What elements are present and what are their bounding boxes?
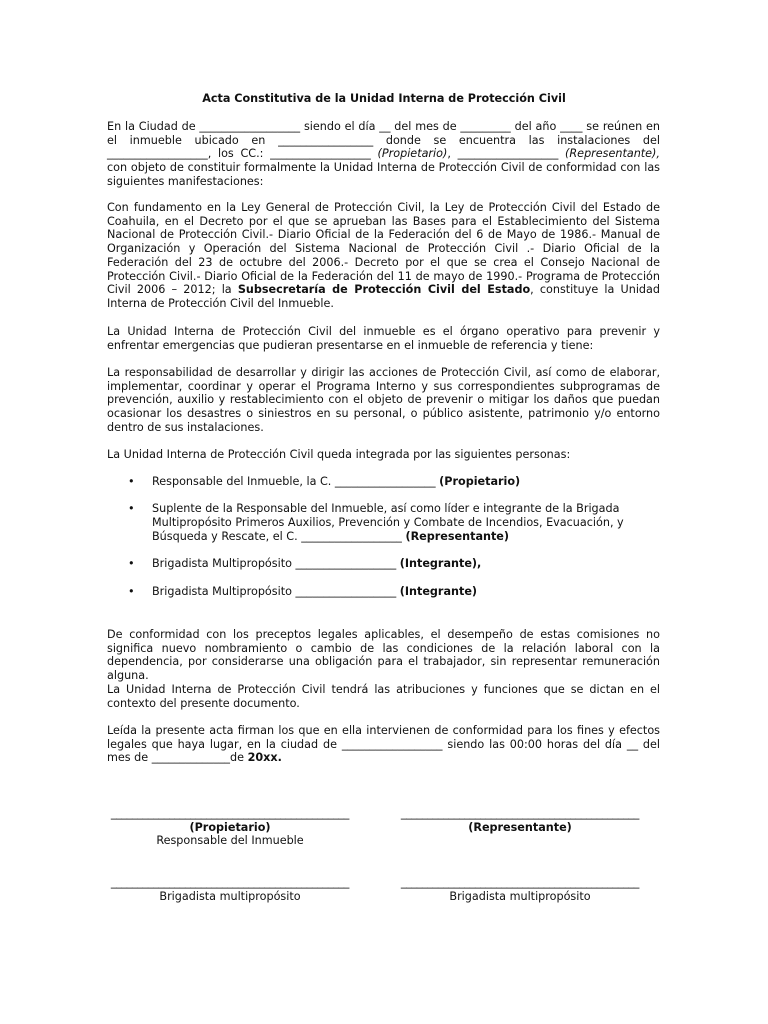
fundamento-paragraph xyxy=(107,201,660,311)
bullet-icon: • xyxy=(128,584,135,598)
members-list xyxy=(107,475,660,598)
signature-description: Brigadista multipropósito xyxy=(449,889,591,903)
cierre-year: 20xx. xyxy=(247,751,282,765)
fundamento-text: Con fundamento en la Ley General de Protección Civil, la Ley de Protección Civil del Estado de Coahuila, en el Decreto por el que se aprueban las Bases para el Establecimiento del Sistema Nacional de Protección Civil.- Diario Oficial de la Federación del 6 de Mayo de 1986.- Manual de Organización y Operación del Sistema Nacional de Protección Civil .- Diario Oficial de la Federación del 23 de octubre del 2006.- Decreto por el que se crea el Consejo Nacional de Protección Civil.- Diario Oficial de la Federación del 11 de mayo de 1990.- Programa de Protección Civil 2006 – 2012; la xyxy=(107,201,660,297)
bullet-icon: • xyxy=(128,557,135,571)
cierre-text: Leída la presente acta firman los que en ella intervienen de conformidad para los fines y efectos legales que haya lugar, en la ciudad de __________________ siendo las 00:00 horas del día __ del mes de ______________de xyxy=(107,724,660,765)
signature-line: _____________________________________________ xyxy=(400,876,640,889)
representante-label: (Representante), xyxy=(565,147,660,161)
intro-text-2: con objeto de constituir formalmente la Unidad Interna de Protección Civil de conformidad con las siguientes manifestaciones: xyxy=(107,161,660,188)
signature-role: (Representante) xyxy=(468,820,572,834)
bullet-icon: • xyxy=(128,475,135,488)
signature-description: Brigadista multipropósito xyxy=(159,889,301,903)
cierre-paragraph xyxy=(107,724,660,765)
signature-description: Responsable del Inmueble xyxy=(156,834,304,848)
organo-paragraph: La Unidad Interna de Protección Civil del inmueble es el órgano operativo para prevenir y enfrentar emergencias que pudieran presentarse en el inmueble de referencia y tiene: xyxy=(107,325,660,352)
atribuciones-paragraph: La Unidad Interna de Protección Civil tendrá las atribuciones y funciones que se dictan en el contexto del presente documento. xyxy=(107,683,660,710)
member-role: (Representante) xyxy=(405,529,510,543)
bullet-icon: • xyxy=(128,502,135,516)
conformidad-paragraph: De conformidad con los preceptos legales aplicables, el desempeño de estas comisiones no significa nuevo nombramiento o cambio de las condiciones de la relación laboral con la dependencia, por considerarse una obligación para el trabajador, sin representar remuneración alguna. xyxy=(107,628,660,683)
signature-line: _____________________________________________ xyxy=(110,876,350,889)
propietario-label: (Propietario) xyxy=(377,147,448,161)
list-item xyxy=(107,502,660,543)
list-item xyxy=(107,585,660,599)
intro-text: En la Ciudad de __________________ siendo el día __ del mes de _________ del año ____ se reúnen en el inmueble ubicado en _________________ donde se encuentra las instalaciones del __________________, los CC.: __________________ xyxy=(107,120,660,161)
signature-line: _____________________________________________ xyxy=(110,807,350,820)
list-item xyxy=(107,475,660,489)
signature-role: (Propietario) xyxy=(189,820,271,834)
member-role: (Integrante) xyxy=(399,584,478,598)
responsabilidad-paragraph: La responsabilidad de desarrollar y dirigir las acciones de Protección Civil, así como de elaborar, implementar, coordinar y operar el Programa Interno y sus correspondientes subprogramas de prevención, auxilio y restablecimiento con el objeto de prevenir o mitigar los daños que puedan ocasionar los desastres o siniestros en su personal, o público asistente, patrimonio y/o entorno dentro de sus instalaciones. xyxy=(107,366,660,434)
document-title: Acta Constitutiva de la Unidad Interna de Protección Civil xyxy=(202,92,566,105)
signature-brigadista-2 xyxy=(395,876,645,903)
member-text: Suplente de la Responsable del Inmueble, así como líder e integrante de la Brigada Multipropósito Primeros Auxilios, Prevención y Combate de Incendios, Evacuación, y Búsqueda y Rescate, el C. __________________ xyxy=(152,502,624,543)
member-text: Brigadista Multipropósito __________________ xyxy=(152,557,397,571)
list-item xyxy=(107,557,660,571)
signature-propietario xyxy=(105,807,355,848)
subsecretaria-name: Subsecretaría de Protección Civil del Estado xyxy=(237,283,531,297)
signature-representante xyxy=(395,807,645,834)
member-text: Responsable del Inmueble, la C. __________________ xyxy=(152,475,436,488)
member-role: (Integrante), xyxy=(399,557,482,571)
fundamento-tail: , constituye la Unidad Interna de Protección Civil del Inmueble. xyxy=(107,283,660,310)
intro-separator: , __________________ xyxy=(447,147,559,161)
member-text: Brigadista Multipropósito __________________ xyxy=(152,584,397,598)
integrada-paragraph: La Unidad Interna de Protección Civil queda integrada por las siguientes personas: xyxy=(107,448,571,461)
signature-line: _____________________________________________ xyxy=(400,807,640,820)
signature-brigadista-1 xyxy=(105,876,355,903)
intro-paragraph xyxy=(107,120,660,189)
member-role: (Propietario) xyxy=(439,475,521,488)
